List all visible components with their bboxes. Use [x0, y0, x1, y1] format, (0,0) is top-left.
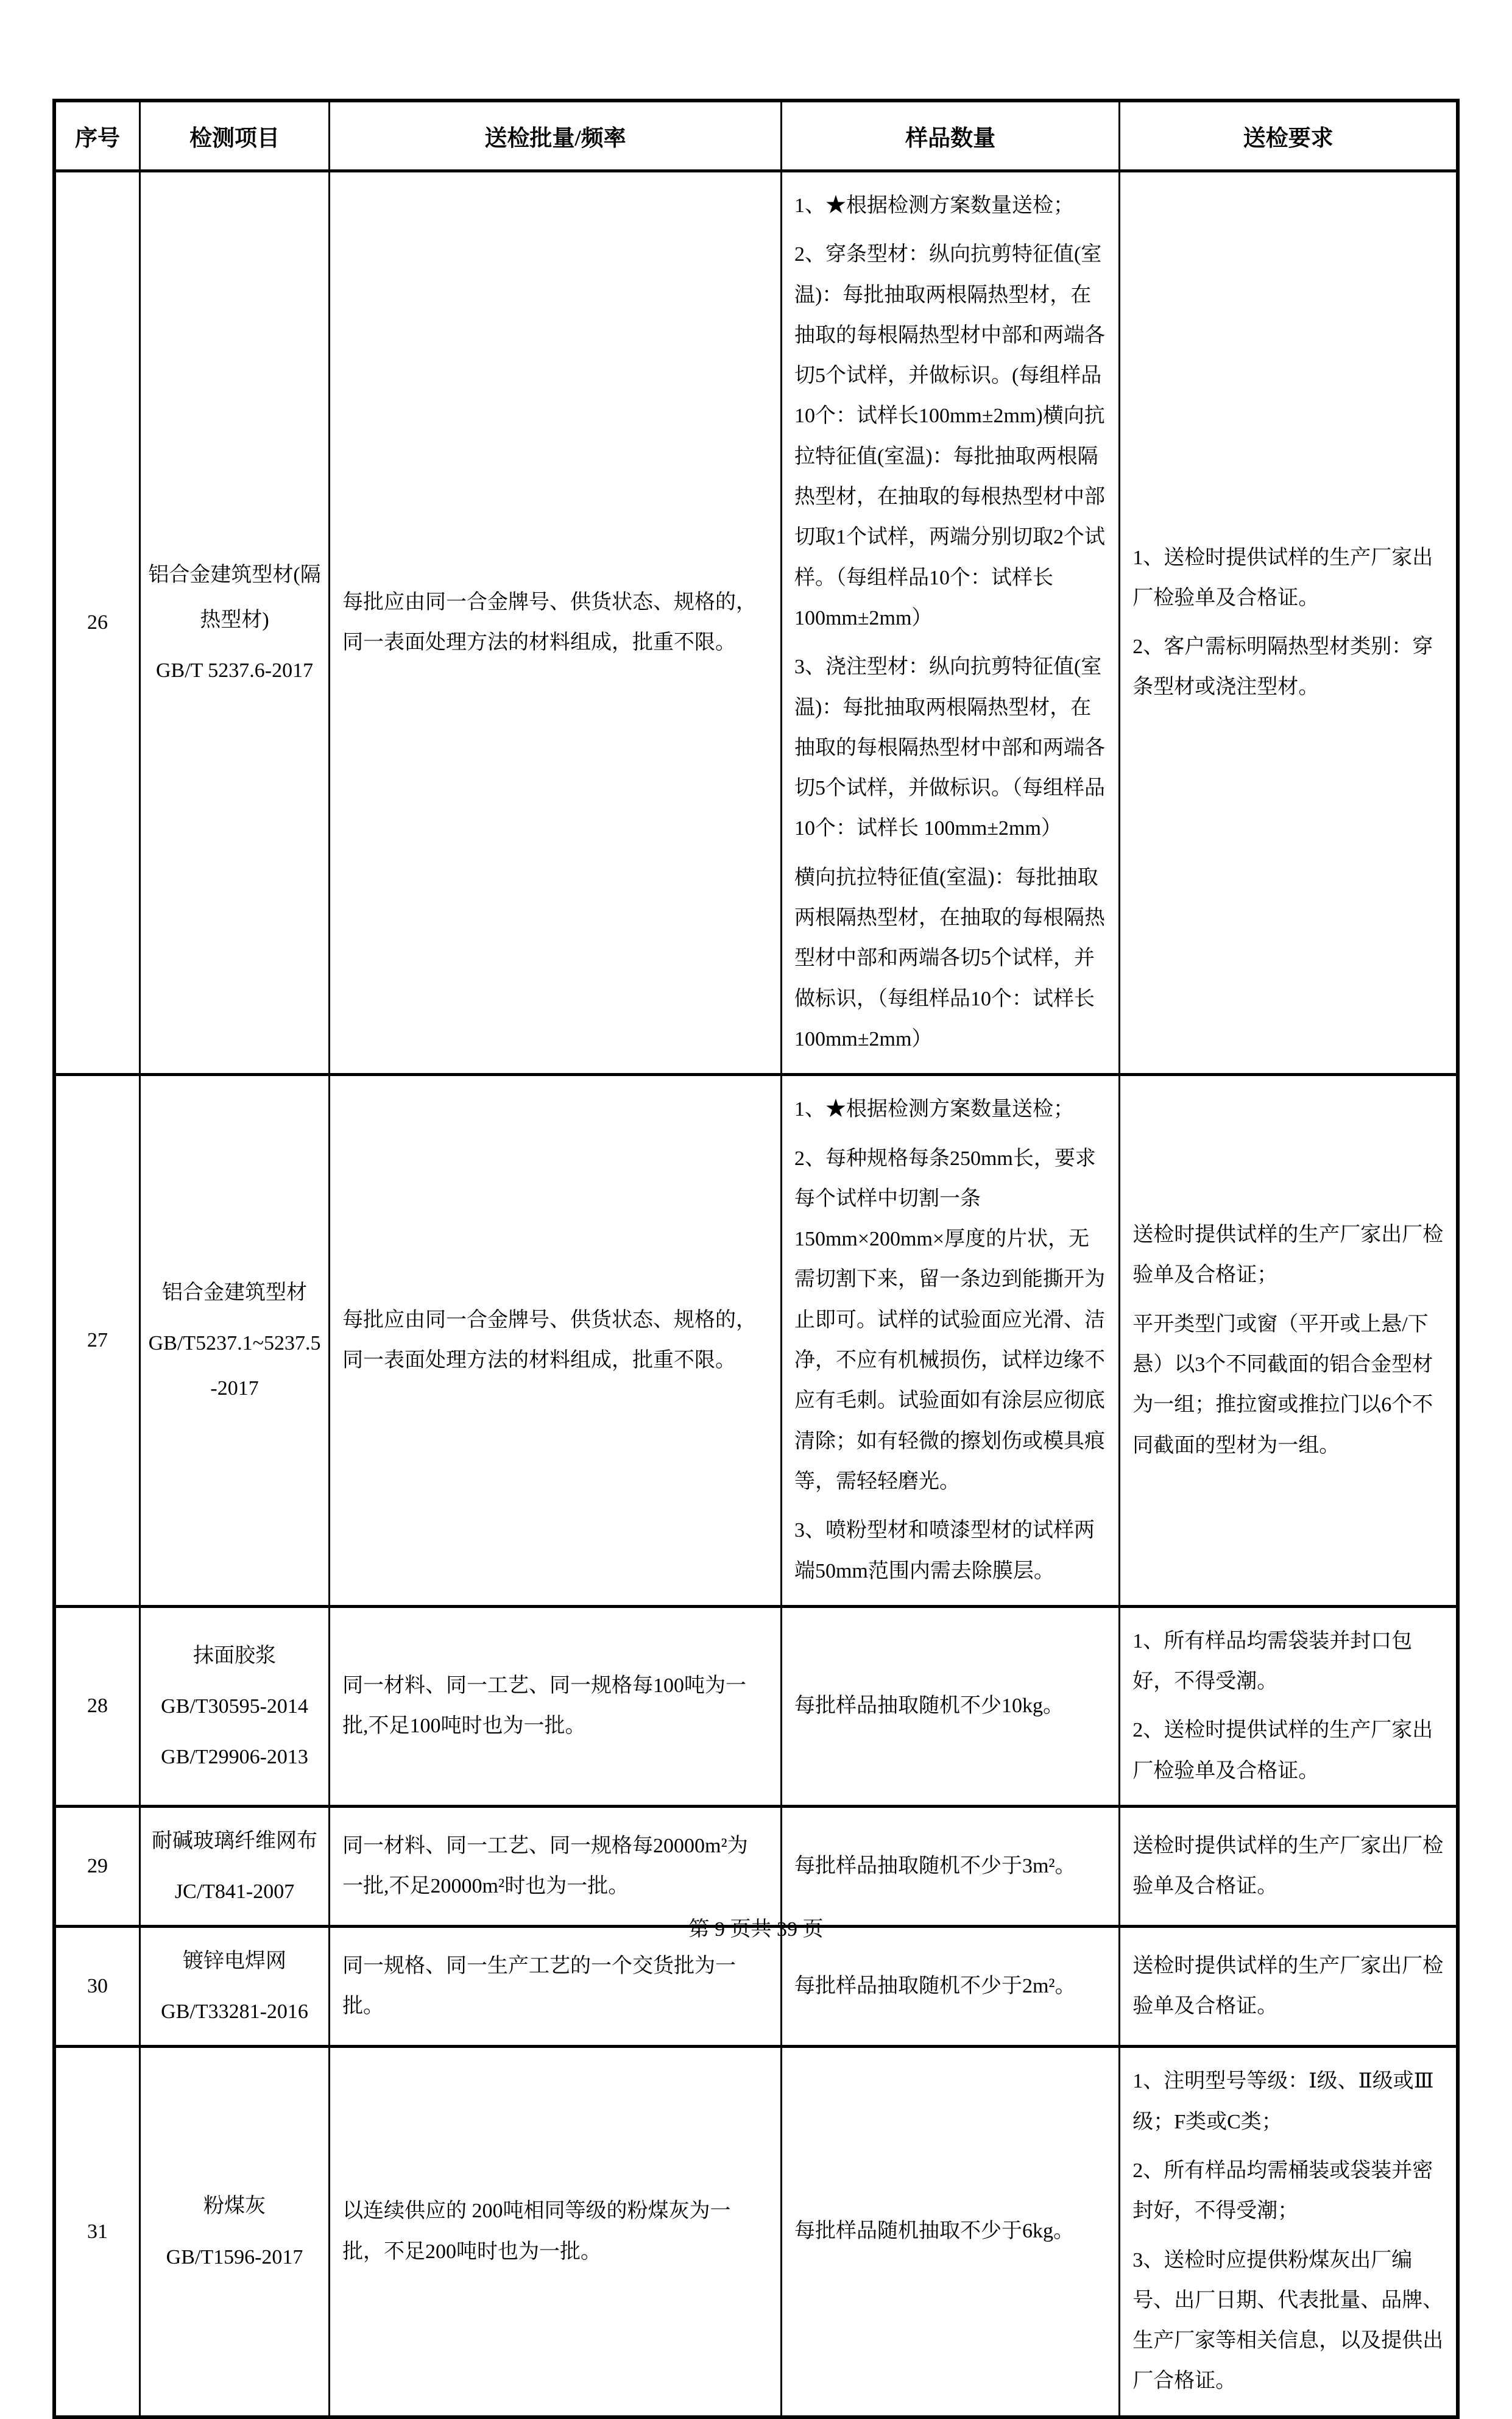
paragraph: 同一材料、同一工艺、同一规格每100吨为一批,不足100吨时也为一批。 — [342, 1674, 747, 1738]
test-item-name: 粉煤灰 — [203, 2195, 266, 2218]
cell-sample-quantity — [781, 1927, 1119, 2047]
cell-submission-requirements — [1120, 1075, 1458, 1607]
paragraph: 同一材料、同一工艺、同一规格每20000m²为一批,不足20000m²时也为一批。 — [342, 1834, 748, 1898]
header-sample-quantity: 样品数量 — [781, 101, 1119, 171]
paragraph: 1、送检时提供试样的生产厂家出厂检验单及合格证。 — [1132, 546, 1433, 609]
table-header-row — [54, 101, 1458, 171]
cell-serial-number: 31 — [54, 2047, 140, 2417]
paragraph: 1、★根据检测方案数量送检； — [794, 1098, 1074, 1121]
cell-sample-quantity — [781, 1606, 1119, 1806]
test-item-standard: GB/T5237.1~5237.5-2017 — [148, 1332, 321, 1400]
test-item-standard: GB/T30595-2014 — [161, 1695, 308, 1718]
paragraph: 每批应由同一合金牌号、供货状态、规格的，同一表面处理方法的材料组成，批重不限。 — [342, 590, 757, 654]
inspection-items-table — [52, 99, 1460, 2419]
cell-batch-frequency — [330, 2047, 782, 2417]
table-row-26 — [54, 171, 1458, 1075]
cell-test-item — [140, 2047, 330, 2417]
cell-batch-frequency — [330, 1927, 782, 2047]
cell-submission-requirements — [1120, 171, 1458, 1075]
paragraph: 2、所有样品均需桶装或袋装并密封好，不得受潮； — [1132, 2159, 1433, 2223]
cell-submission-requirements — [1120, 1927, 1458, 2047]
cell-sample-quantity — [781, 171, 1119, 1075]
paragraph: 以连续供应的 200吨相同等级的粉煤灰为一批，不足200吨时也为一批。 — [342, 2200, 731, 2263]
test-item-standard: GB/T 5237.6-2017 — [155, 659, 314, 682]
cell-batch-frequency — [330, 1806, 782, 1926]
test-item-name: 铝合金建筑型材(隔热型材) — [148, 564, 321, 631]
paragraph: 2、每种规格每条250mm长，要求每个试样中切割一条150mm×200mm×厚度的片状，无需切割下来，留一条边到能撕开为止即可。试样的试验面应光滑、洁净，不应有机械损伤，试样边缘不应有毛刺。试验面如有涂层应彻底清除；如有轻微的擦划伤或模具痕等，需轻轻磨光。 — [794, 1147, 1105, 1493]
paragraph: 每批样品抽取随机不少于3m²。 — [794, 1854, 1076, 1877]
test-item-name: 铝合金建筑型材 — [162, 1281, 308, 1305]
cell-sample-quantity — [781, 2047, 1119, 2417]
paragraph: 每批应由同一合金牌号、供货状态、规格的，同一表面处理方法的材料组成，批重不限。 — [342, 1308, 757, 1372]
paragraph: 1、所有样品均需袋装并封口包好，不得受潮。 — [1132, 1629, 1413, 1693]
paragraph: 3、浇注型材：纵向抗剪特征值(室温)：每批抽取两根隔热型材，在抽取的每根隔热型材中部和两端各切5个试样，并做标识。（每组样品10个：试样长 100mm±2mm） — [794, 656, 1105, 840]
test-item-standard: JC/T841-2007 — [174, 1880, 295, 1904]
test-item-name: 耐碱玻璃纤维网布 — [152, 1829, 318, 1852]
cell-serial-number: 27 — [54, 1075, 140, 1607]
cell-submission-requirements — [1120, 1806, 1458, 1926]
table-row-27 — [54, 1075, 1458, 1607]
cell-sample-quantity — [781, 1806, 1119, 1926]
paragraph: 送检时提供试样的生产厂家出厂检验单及合格证。 — [1132, 1954, 1444, 2018]
cell-serial-number: 28 — [54, 1606, 140, 1806]
paragraph: 3、送检时应提供粉煤灰出厂编号、出厂日期、代表批量、品牌、生产厂家等相关信息，以及提供出厂合格证。 — [1132, 2248, 1444, 2393]
cell-test-item — [140, 1606, 330, 1806]
table-row-30 — [54, 1927, 1458, 2047]
cell-test-item — [140, 171, 330, 1075]
header-serial-number: 序号 — [54, 101, 140, 171]
paragraph: 平开类型门或窗（平开或上悬/下悬）以3个不同截面的铝合金型材为一组；推拉窗或推拉门以6个不同截面的型材为一组。 — [1132, 1312, 1433, 1457]
test-item-standard: GB/T29906-2013 — [161, 1745, 308, 1768]
cell-test-item — [140, 1075, 330, 1607]
paragraph: 每批样品抽取随机不少10kg。 — [794, 1695, 1064, 1718]
cell-serial-number: 26 — [54, 171, 140, 1075]
header-submission-requirements: 送检要求 — [1120, 101, 1458, 171]
paragraph: 3、喷粉型材和喷漆型材的试样两端50mm范围内需去除膜层。 — [794, 1519, 1095, 1582]
cell-sample-quantity — [781, 1075, 1119, 1607]
cell-batch-frequency — [330, 1075, 782, 1607]
cell-batch-frequency — [330, 1606, 782, 1806]
paragraph: 送检时提供试样的生产厂家出厂检验单及合格证。 — [1132, 1834, 1444, 1898]
table-row-28 — [54, 1606, 1458, 1806]
table-row-29 — [54, 1806, 1458, 1926]
paragraph: 每批样品随机抽取不少于6kg。 — [794, 2220, 1074, 2243]
table-row-31 — [54, 2047, 1458, 2417]
paragraph: 2、穿条型材：纵向抗剪特征值(室温)：每批抽取两根隔热型材，在抽取的每根隔热型材中部和两端各切5个试样，并做标识。(每组样品10个：试样长100mm±2mm)横向抗拉特征值(室温)：每批抽取两根隔热型材，在抽取的每根热型材中部切取1个试样，两端分别切取2个试样。（每组样品10个：试样长100mm±2mm） — [794, 243, 1105, 629]
cell-test-item — [140, 1806, 330, 1926]
cell-submission-requirements — [1120, 1606, 1458, 1806]
paragraph: 同一规格、同一生产工艺的一个交货批为一批。 — [342, 1954, 737, 2018]
cell-test-item — [140, 1927, 330, 2047]
cell-batch-frequency — [330, 171, 782, 1075]
paragraph: 2、客户需标明隔热型材类别：穿条型材或浇注型材。 — [1132, 636, 1433, 699]
paragraph: 每批样品抽取随机不少于2m²。 — [794, 1975, 1076, 1998]
paragraph: 1、★根据检测方案数量送检； — [794, 194, 1074, 217]
cell-submission-requirements — [1120, 2047, 1458, 2417]
header-test-item: 检测项目 — [140, 101, 330, 171]
paragraph: 1、注明型号等级：Ⅰ级、Ⅱ级或Ⅲ级；F类或C类； — [1132, 2070, 1434, 2133]
test-item-standard: GB/T33281-2016 — [161, 2000, 308, 2024]
page-number-footer: 第 9 页共 39 页 — [688, 1918, 824, 1941]
header-batch-frequency: 送检批量/频率 — [330, 101, 782, 171]
cell-serial-number: 29 — [54, 1806, 140, 1926]
cell-serial-number: 30 — [54, 1927, 140, 2047]
test-item-name: 抹面胶浆 — [193, 1644, 277, 1667]
paragraph: 2、送检时提供试样的生产厂家出厂检验单及合格证。 — [1132, 1719, 1433, 1782]
paragraph: 送检时提供试样的生产厂家出厂检验单及合格证； — [1132, 1224, 1444, 1287]
test-item-standard: GB/T1596-2017 — [166, 2245, 303, 2268]
test-item-name: 镀锌电焊网 — [183, 1950, 287, 1973]
paragraph: 横向抗拉特征值(室温)：每批抽取两根隔热型材，在抽取的每根隔热型材中部和两端各切5个试样，并做标识，（每组样品10个：试样长100mm±2mm） — [794, 866, 1105, 1050]
